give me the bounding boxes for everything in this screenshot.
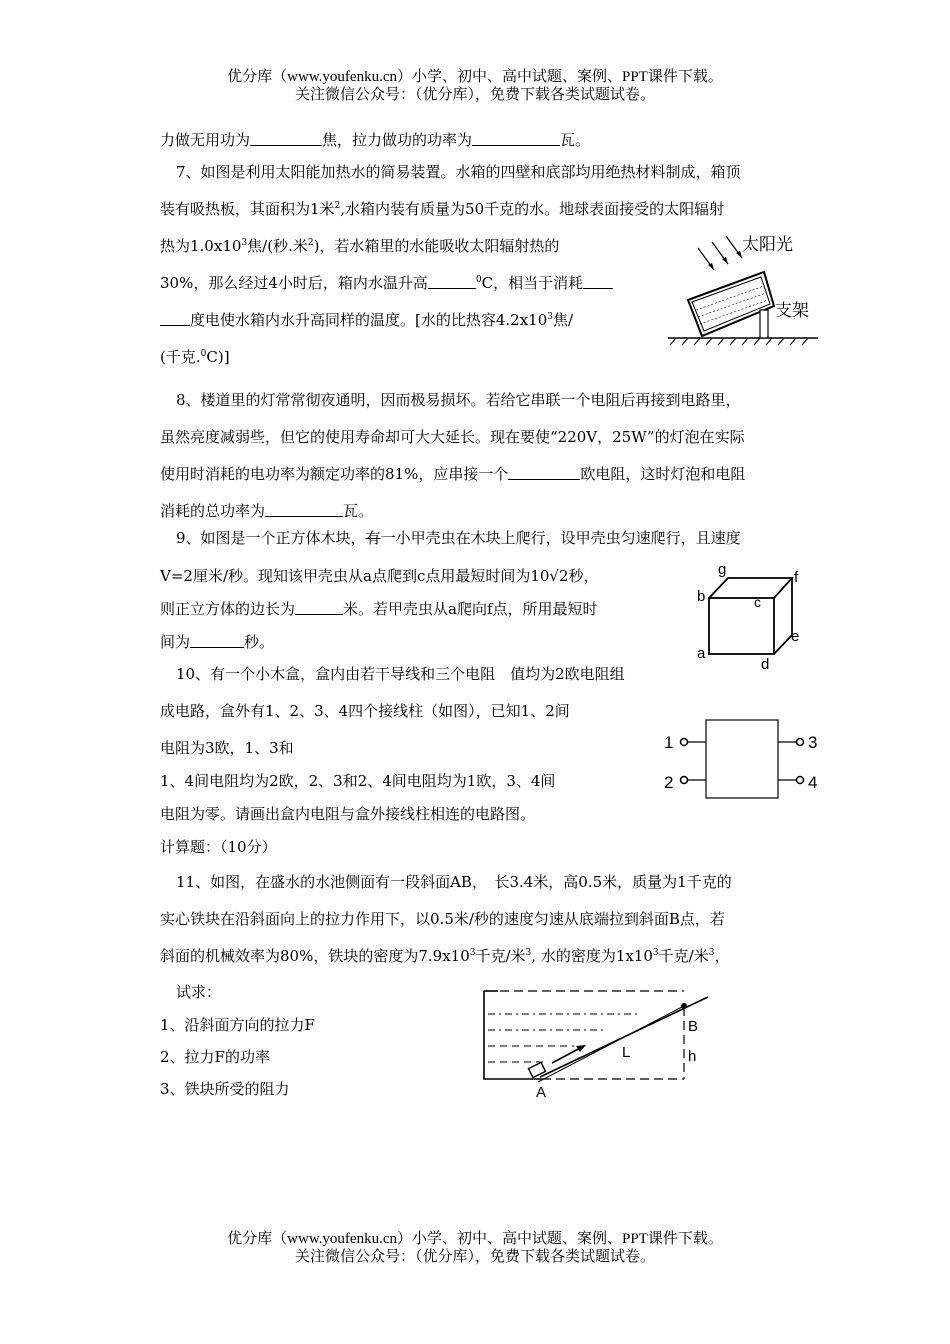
q7-line-1: 7、如图是利用太阳能加热水的简易装置。水箱的四壁和底部均用绝热材料制成，箱顶	[176, 163, 741, 181]
cube-label-e: e	[791, 628, 800, 645]
q8-line-2: 虽然亮度减弱些，但它的使用寿命却可大大延长。现在要使“220V，25W”的灯泡在实际	[160, 428, 745, 446]
q9-l1b: 一小甲壳虫在木块上爬行，设甲壳虫匀速爬行，且速度	[380, 529, 741, 547]
q11-l3sup4: 3	[708, 948, 715, 958]
cube-label-f: f	[794, 569, 799, 586]
q11-l3sup1: 3	[469, 948, 476, 958]
q9-l1strike: 有	[365, 529, 381, 547]
solar-heater-figure	[668, 228, 828, 348]
calc-heading: 计算题：（10分）	[160, 838, 277, 856]
incline-label-h: h	[688, 1048, 697, 1065]
q7-l3sup2: 2	[307, 238, 314, 248]
q8-line-3	[160, 464, 745, 484]
q7-line-6	[160, 347, 230, 367]
q7-l4sup: 0	[475, 275, 482, 285]
incline-pool-figure	[478, 985, 714, 1101]
q7-blank-2a	[583, 274, 613, 289]
q7-blank-1	[428, 274, 476, 289]
q7-l4a: 30%，那么经过4小时后，箱内水温升高	[160, 274, 428, 292]
q9-l3b: 米。若甲壳虫从a爬向f点，所用最短时	[343, 600, 598, 618]
black-box-figure	[660, 718, 830, 802]
fig-label-sun: 太阳光	[742, 235, 793, 254]
q11-l3c: , 水的密度为1x10	[531, 947, 653, 965]
q6-text-c: 瓦。	[560, 131, 591, 149]
q11-item-3: 3、铁块所受的阻力	[160, 1080, 290, 1098]
q7-l2sup: 2	[334, 201, 341, 211]
q7-l3b: 焦/(秒.米	[247, 237, 308, 255]
cube-label-b: b	[697, 588, 706, 605]
q10-line-5: 电阻为零。请画出盒内电阻与盒外接线柱相连的电路图。	[160, 805, 536, 823]
q10-line-1: 10、有一个小木盒，盒内由若干导线和三个电阻 值均为2欧电阻组	[176, 665, 625, 683]
q7-l3c: )，若水箱里的水能吸收太阳辐射热的	[313, 237, 560, 255]
footer-line-2: 关注微信公众号：（优分库），免费下载各类试题试卷。	[294, 1249, 655, 1265]
q9-l4b: 秒。	[244, 633, 275, 651]
incline-label-L: L	[622, 1044, 631, 1061]
q11-l3d: 千克/米	[658, 947, 709, 965]
q7-line-3	[160, 236, 559, 256]
q7-l5a: 度电使水箱内水升高同样的温度。[水的比热容4.2x10	[190, 311, 548, 329]
footer-line-1: 优分库（www.youfenku.cn）小学、初中、高中试题、案例、PPT课件下载。	[227, 1231, 723, 1247]
q7-l6b: C)]	[206, 348, 230, 366]
q7-blank-2b	[160, 311, 190, 326]
q7-l3a: 热为1.0x10	[160, 237, 242, 255]
header-line-2: 关注微信公众号：（优分库），免费下载各类试题试卷。	[294, 87, 655, 103]
q11-ask: 试求：	[176, 983, 222, 1001]
q10-line-3: 电阻为3欧，1、3和	[160, 739, 294, 757]
q6-text-a: 力做无用功为	[160, 131, 251, 149]
q7-l6sup: 0	[200, 349, 207, 359]
q11-item-1: 1、沿斜面方向的拉力F	[160, 1016, 315, 1034]
q11-l3sup2: 3	[525, 948, 532, 958]
q9-l1a: 9、如图是一个正方体木块，	[176, 529, 366, 547]
q7-line-4	[160, 273, 613, 293]
cube-figure	[690, 560, 820, 672]
q11-l3a: 斜面的机械效率为80%，铁块的密度为7.9x10	[160, 947, 470, 965]
q7-l2b: ,水箱内装有质量为50千克的水。地球表面接受的太阳辐射	[340, 200, 725, 218]
q9-l4a: 间为	[160, 633, 191, 651]
q7-l5b: 焦/	[553, 311, 574, 329]
terminal-label-3: 3	[808, 733, 818, 752]
q10-line-4: 1、4间电阻均为2欧，2、3和2、4间电阻均为1欧，3、4间	[160, 772, 556, 790]
q10-line-2: 成电路，盒外有1、2、3、4四个接线柱（如图），已知1、2间	[160, 702, 570, 720]
header-line-1: 优分库（www.youfenku.cn）小学、初中、高中试题、案例、PPT课件下载。	[227, 69, 723, 85]
q8-blank-2	[265, 502, 343, 517]
q9-line-1	[176, 528, 741, 548]
q11-l3sup3: 3	[652, 948, 659, 958]
cube-label-a: a	[697, 645, 706, 662]
terminal-label-1: 1	[664, 733, 674, 752]
incline-label-B: B	[688, 1018, 699, 1035]
terminal-label-4: 4	[808, 773, 818, 792]
q8-line-1: 8、楼道里的灯常常彻夜通明，因而极易损坏。若给它串联一个电阻后再接到电路里，	[176, 391, 741, 409]
q11-l3e: ，	[714, 947, 730, 965]
fig-label-stand: 支架	[775, 301, 809, 320]
q6-text-b: 焦，拉力做功的功率为	[322, 131, 473, 149]
q11-l3b: 千克/米	[475, 947, 526, 965]
terminal-label-2: 2	[664, 773, 674, 792]
q7-line-2	[160, 199, 724, 219]
q9-blank-2	[190, 633, 244, 648]
q8-line-4	[160, 501, 373, 521]
cube-label-c: c	[754, 594, 761, 610]
q7-l3sup1: 3	[241, 238, 248, 248]
q11-line-1: 11、如图，在盛水的水池侧面有一段斜面AB， 长3.4米，高0.5米，质量为1千克的	[176, 873, 732, 891]
q8-l4a: 消耗的总功率为	[160, 502, 266, 520]
q8-blank-1	[508, 465, 580, 480]
q7-l2a: 装有吸热板，其面积为1米	[160, 200, 335, 218]
q9-l3a: 则正立方体的边长为	[160, 600, 296, 618]
q8-l3b: 欧电阻，这时灯泡和电阻	[580, 465, 746, 483]
cube-label-g: g	[718, 561, 727, 578]
q8-l4b: 瓦。	[343, 502, 374, 520]
cube-label-d: d	[761, 656, 770, 672]
q9-blank-1	[295, 600, 343, 615]
q6-blank-1	[250, 131, 322, 146]
q7-l4b: C，相当于消耗	[481, 274, 584, 292]
q9-line-2: V=2厘米/秒。现知该甲壳虫从a点爬到c点用最短时间为10√2秒，	[160, 567, 599, 585]
q9-line-4	[160, 632, 274, 652]
q11-line-3	[160, 946, 729, 966]
q6-tail	[160, 130, 590, 150]
q11-item-2: 2、拉力F的功率	[160, 1048, 270, 1066]
q7-line-5	[160, 310, 573, 330]
q7-l5sup: 3	[547, 312, 553, 322]
q7-l6a: (千克.	[160, 348, 201, 366]
q9-line-3	[160, 599, 598, 619]
q11-line-2: 实心铁块在沿斜面向上的拉力作用下，以0.5米/秒的速度匀速从底端拉到斜面B点，若	[160, 910, 725, 928]
q6-blank-2	[472, 131, 560, 146]
q8-l3a: 使用时消耗的电功率为额定功率的81%，应串接一个	[160, 465, 509, 483]
incline-label-A: A	[536, 1084, 547, 1101]
